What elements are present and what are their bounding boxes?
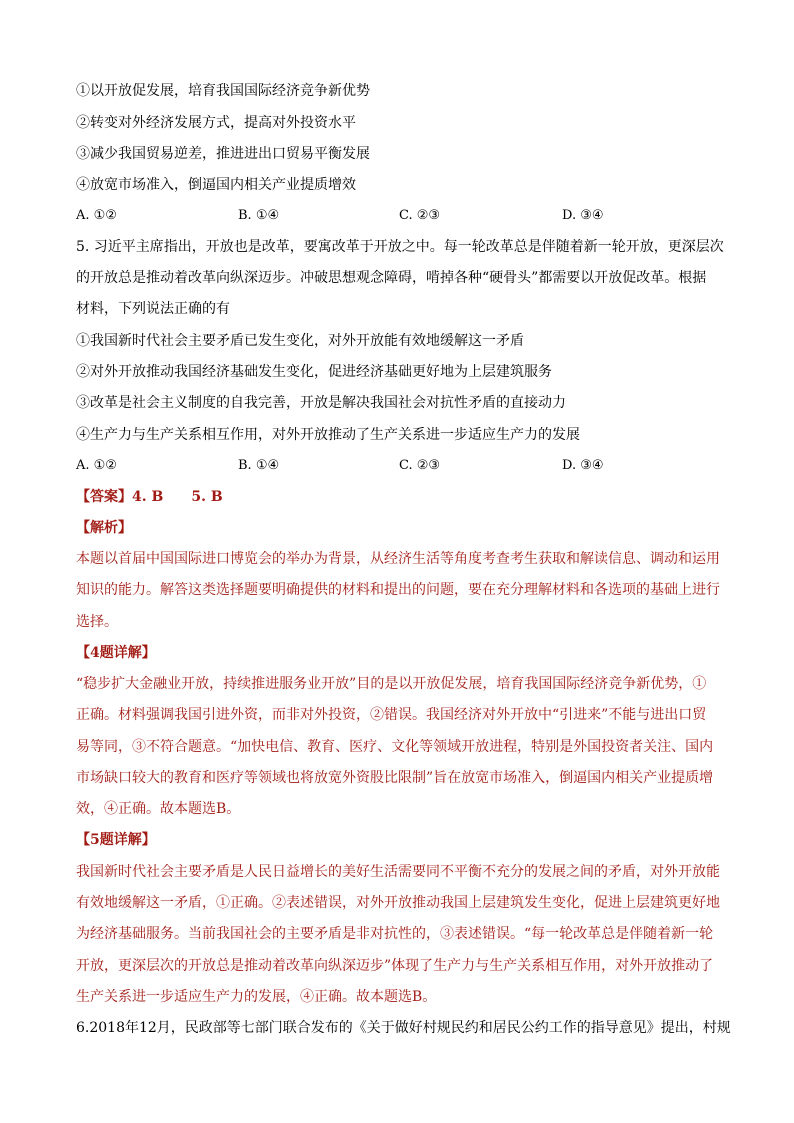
- q5-option-2: ②对外开放推动我国经济基础发生变化，促进经济基础更好地为上层建筑服务: [76, 364, 552, 380]
- q5-choice-b: B. ①④: [238, 458, 280, 473]
- detail5-line-3: 为经济基础服务。当前我国社会的主要矛盾是非对抗性的，③表述错误。“每一轮改革总是伴随着新一轮: [76, 926, 714, 942]
- detail5-label: 【5题详解】: [76, 832, 156, 848]
- q5-option-1: ①我国新时代社会主要矛盾已发生变化，对外开放能有效地缓解这一矛盾: [76, 333, 524, 349]
- q5-option-3: ③改革是社会主义制度的自我完善，开放是解决我国社会对抗性矛盾的直接动力: [76, 395, 566, 411]
- q4-option-4: ④放宽市场准入，倒逼国内相关产业提质增效: [76, 177, 356, 193]
- q4-choice-a: A. ①②: [76, 208, 117, 223]
- q5-stem-line-2: 的开放总是推动着改革向纵深迈步。冲破思想观念障碍，啃掉各种“硬骨头”都需要以开放促改革。根据: [76, 270, 707, 286]
- q5-choice-a: A. ①②: [76, 458, 117, 473]
- q5-choices: [76, 456, 736, 476]
- q4-choice-b: B. ①④: [238, 208, 280, 223]
- analysis-line-1: 本题以首届中国国际进口博览会的举办为背景，从经济生活等角度考查考生获取和解读信息、调动和运用: [76, 551, 720, 567]
- q4-choice-d: D. ③④: [562, 208, 604, 223]
- q5-choice-c: C. ②③: [399, 458, 441, 473]
- detail5-line-5: 生产关系进一步适应生产力的发展，④正确。故本题选B。: [76, 989, 437, 1005]
- detail5-line-1: 我国新时代社会主要矛盾是人民日益增长的美好生活需要同不平衡不充分的发展之间的矛盾，对外开放能: [76, 864, 720, 880]
- analysis-line-2: 知识的能力。解答这类选择题要明确提供的材料和提出的问题，要在充分理解材料和各选项的基础上进行: [76, 582, 720, 598]
- detail4-line-5: 效，④正确。故本题选B。: [76, 801, 241, 817]
- detail5-line-2: 有效地缓解这一矛盾，①正确。②表述错误，对外开放推动我国上层建筑发生变化，促进上层建筑更好地: [76, 895, 720, 911]
- q4-choices: [76, 206, 736, 226]
- detail4-line-2: 正确。材料强调我国引进外资，而非对外投资，②错误。我国经济对外开放中“引进来”不能与进出口贸: [76, 707, 707, 723]
- q4-choice-c: C. ②③: [399, 208, 441, 223]
- answer-label: 【答案】: [76, 489, 132, 505]
- answer-q5: 5. B: [191, 489, 223, 505]
- q5-stem-line-1: 5. 习近平主席指出，开放也是改革，要寓改革于开放之中。每一轮改革总是伴随着新一轮开放，更深层次: [76, 239, 724, 255]
- q4-option-2: ②转变对外经济发展方式，提高对外投资水平: [76, 115, 356, 131]
- q5-choice-d: D. ③④: [562, 458, 604, 473]
- answer-q4: 4. B: [132, 489, 164, 505]
- analysis-line-3: 选择。: [76, 614, 118, 630]
- q5-option-4: ④生产力与生产关系相互作用，对外开放推动了生产关系进一步适应生产力的发展: [76, 427, 580, 443]
- detail4-label: 【4题详解】: [76, 645, 156, 661]
- analysis-label: 【解析】: [76, 520, 132, 536]
- detail4-line-1: “稳步扩大金融业开放，持续推进服务业开放”目的是以开放促发展，培育我国国际经济竞争新优势，①: [76, 676, 707, 692]
- q4-option-1: ①以开放促发展，培育我国国际经济竞争新优势: [76, 83, 370, 99]
- q6-stem-line-1: 6.2018年12月，民政部等七部门联合发布的《关于做好村规民约和居民公约工作的指导意见》提出，村规: [76, 1020, 731, 1036]
- detail5-line-4: 开放，更深层次的开放总是推动着改革向纵深迈步”体现了生产力与生产关系相互作用，对外开放推动了: [76, 958, 714, 974]
- detail4-line-4: 市场缺口较大的教育和医疗等领域也将放宽外资股比限制”旨在放宽市场准入，倒逼国内相关产业提质增: [76, 770, 714, 786]
- q5-stem-line-3: 材料，下列说法正确的有: [76, 301, 230, 317]
- answer-section: [76, 487, 223, 507]
- q4-option-3: ③减少我国贸易逆差，推进进出口贸易平衡发展: [76, 146, 370, 162]
- detail4-line-3: 易等同，③不符合题意。“加快电信、教育、医疗、文化等领域开放进程，特别是外国投资者关注、国内: [76, 739, 714, 755]
